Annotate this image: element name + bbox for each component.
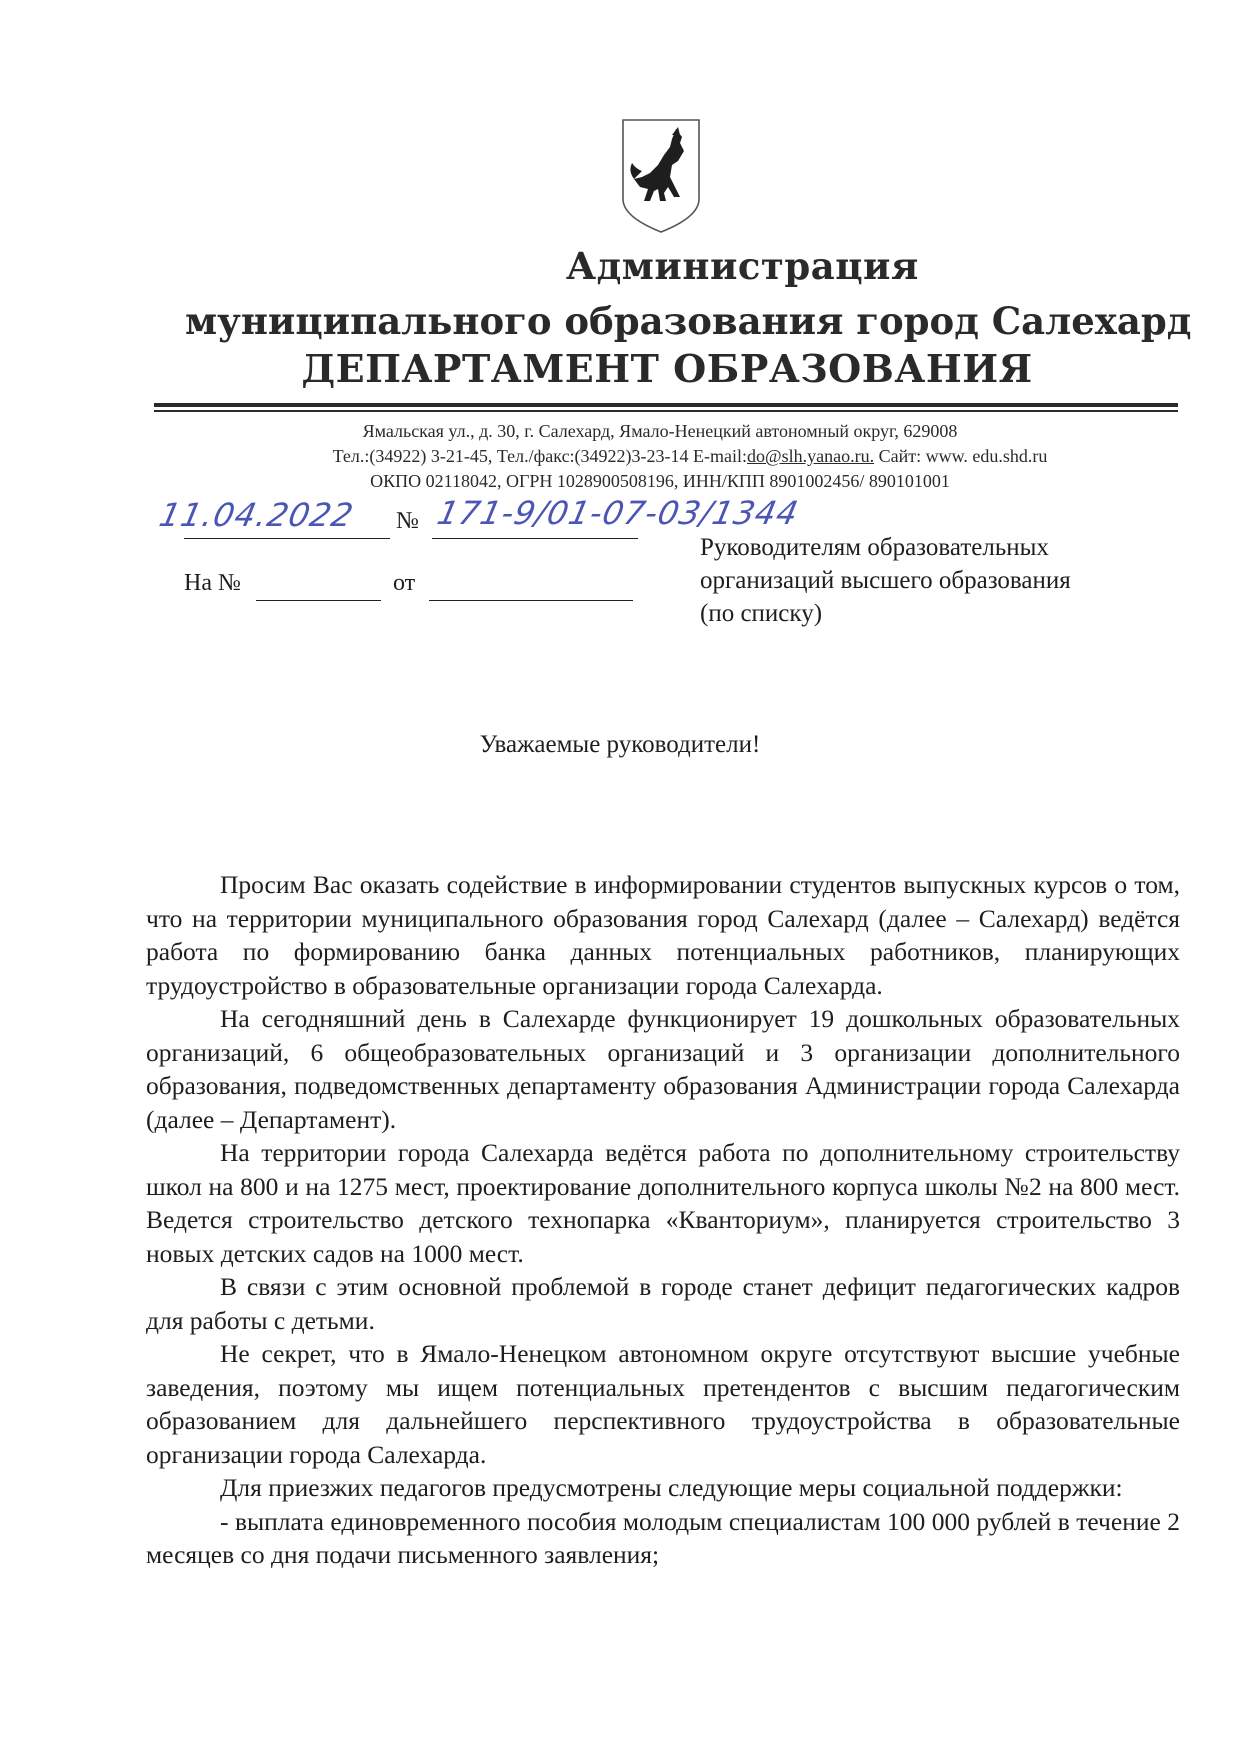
recipient-line: (по списку) <box>700 600 823 627</box>
date-underline <box>184 538 390 539</box>
contact-phone-text: Тел.:(34922) 3-21-45, Тел./факс:(34922)3-23-14 E-mail: <box>332 446 748 466</box>
contact-email-link[interactable]: do@slh.yanao.ru. <box>747 446 875 466</box>
recipient-block <box>700 531 1071 630</box>
body-paragraph: Не секрет, что в Ямало-Ненецком автономном округе отсутствуют высшие учебные заведения, поэтому мы ищем потенциальных претендентов с высшим педагогическим образованием для дальнейшего перспективного трудоустройства в образовательные организации города Салехарда. <box>146 1339 1180 1469</box>
number-underline <box>432 538 638 539</box>
support-measure-item: - выплата единовременного пособия молодым специалистам 100 000 рублей в течение 2 месяцев со дня подачи письменного заявления; <box>146 1506 1180 1569</box>
body-paragraph: Просим Вас оказать содействие в информировании студентов выпускных курсов о том, что на территории муниципального образования город Салехард (далее – Салехард) ведётся работа по формированию банка данных потенциальных работников, планирующих трудоустройство в образовательные организации города Салехарда. <box>146 870 1180 1000</box>
header-divider-thick <box>154 403 1178 407</box>
reference-from-label: от <box>393 570 416 596</box>
body-paragraph: На сегодняшний день в Салехарде функционирует 19 дошкольных образовательных организаций, 6 общеобразовательных организаций и 3 организации дополнительного образования, подведомственных департаменту образования Администрации города Салехарда (далее – Департамент). <box>146 1004 1180 1134</box>
number-sign: № <box>396 508 419 534</box>
body-paragraph: На территории города Салехарда ведётся работа по дополнительному строительству школ на 800 и на 1275 мест, проектирование дополнительного корпуса школы №2 на 800 мест. Ведется строительство детского технопарка «Кванториум», планируется строительство 3 новых детских садов на 1000 мест. <box>146 1138 1180 1268</box>
header-administration: Администрация <box>566 244 919 288</box>
contact-site: Сайт: www. edu.shd.ru <box>874 446 1048 466</box>
contact-codes: ОКПО 02118042, ОГРН 1028900508196, ИНН/КПП 8901002456/ 890101001 <box>370 471 950 491</box>
header-divider-thin <box>154 410 1178 412</box>
recipient-line: Руководителям образовательных <box>700 534 1049 561</box>
reference-number-underline <box>256 600 381 601</box>
body-paragraph: Для приезжих педагогов предусмотрены следующие меры социальной поддержки: <box>220 1473 1123 1502</box>
contact-phones <box>260 446 1120 467</box>
handwritten-date: 11.04.2022 <box>155 496 358 534</box>
contact-address: Ямальская ул., д. 30, г. Салехард, Ямало-Ненецкий автономный округ, 629008 <box>362 421 958 441</box>
reference-number-label: На № <box>184 570 241 596</box>
reference-from-underline <box>429 600 633 601</box>
salutation: Уважаемые руководители! <box>479 731 761 758</box>
handwritten-number: 171-9/01-07-03/1344 <box>433 494 803 532</box>
header-department: ДЕПАРТАМЕНТ ОБРАЗОВАНИЯ <box>301 346 1033 391</box>
coat-of-arms-emblem <box>620 117 702 235</box>
recipient-line: организаций высшего образования <box>700 567 1071 594</box>
body-paragraph: В связи с этим основной проблемой в городе станет дефицит педагогических кадров для работы с детьми. <box>146 1272 1180 1335</box>
letter-body <box>146 868 1180 1572</box>
header-municipality: муниципального образования город Салехард <box>185 299 1192 343</box>
